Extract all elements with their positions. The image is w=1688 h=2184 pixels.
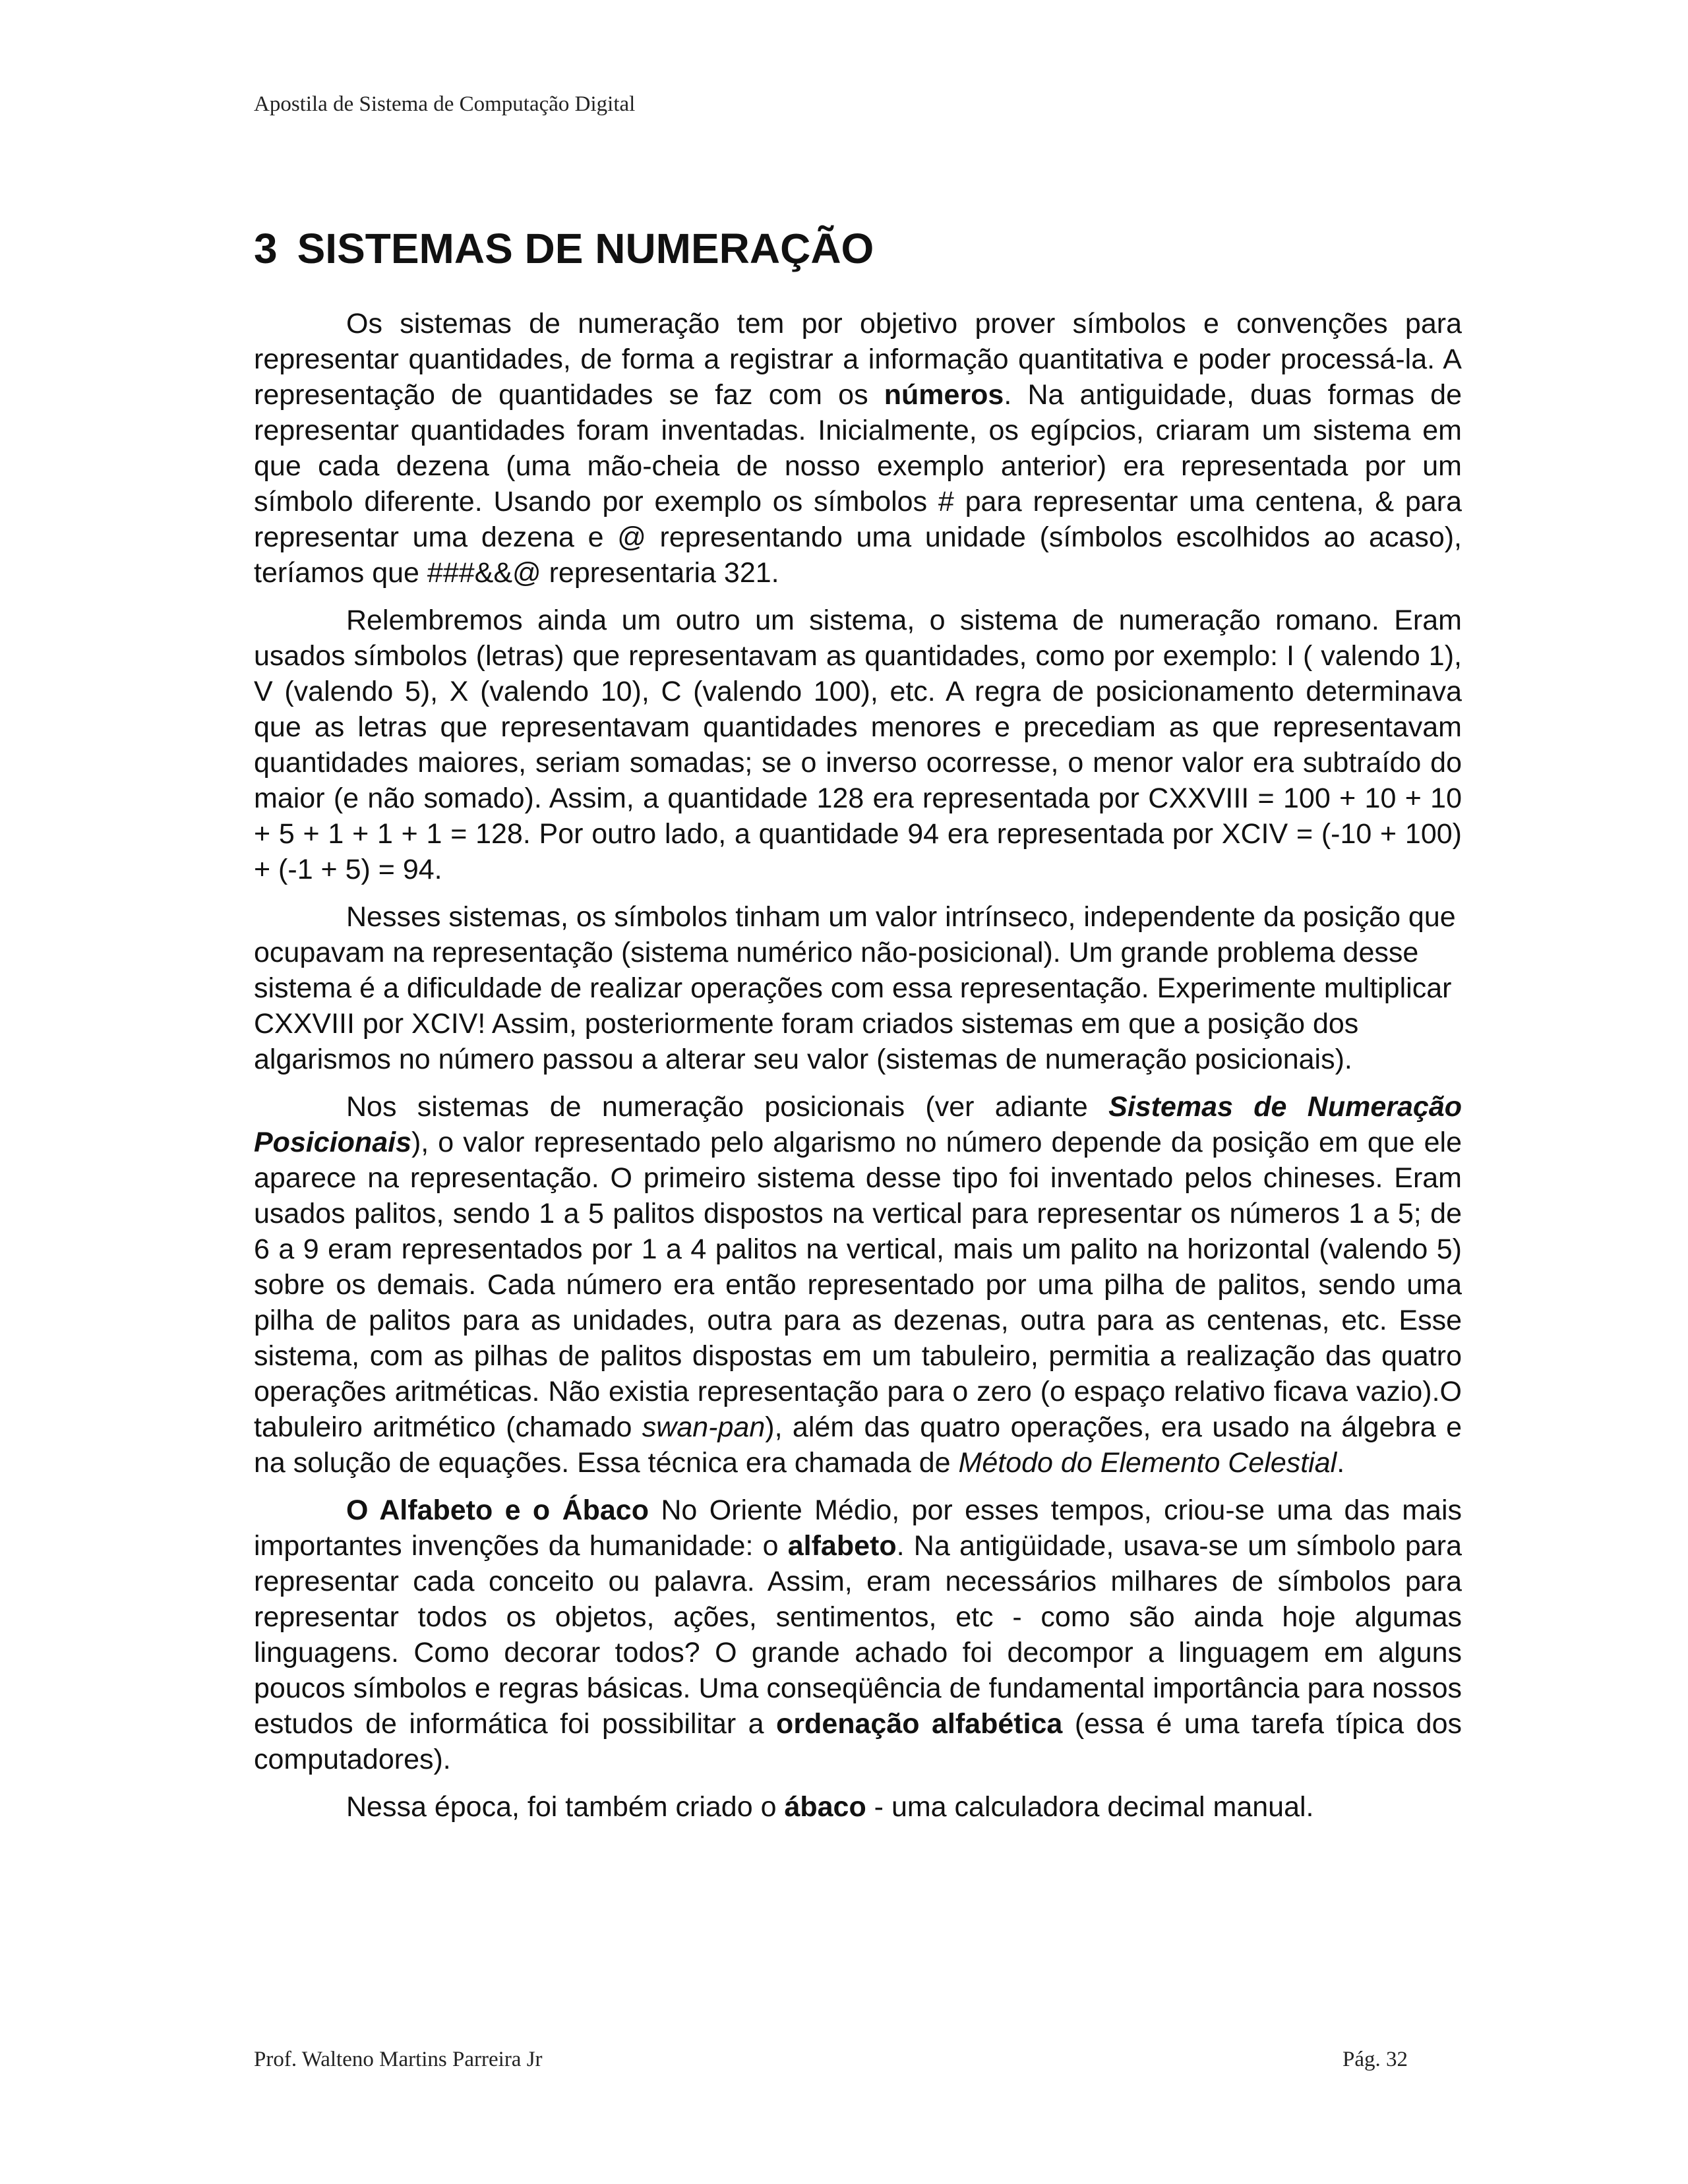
text-run: . Na antigüidade, usava-se um símbolo para representar cada conceito ou palavra. Assim, eram necessários milhares de símbolos para representar todos os objetos, ações, sentimentos, etc - como são ainda hoje algumas linguagens. Como decorar todos? O grande achado foi decompor a linguagem em alguns poucos símbolos e regras básicas. Uma conseqüência de fundamental importância para nossos estudos de informática foi possibilitar a xyxy=(254,1530,1462,1740)
bold-term: alfabeto xyxy=(787,1530,897,1562)
cross-reference: Sistemas de Numeração Posicionais xyxy=(254,1091,1462,1158)
paragraph-3 xyxy=(254,899,1462,1077)
text-run: Os sistemas de numeração tem por objetivo prover símbolos e convenções para representar quantidades, de forma a registrar a informação quantitativa e poder processá-la. A representação de quantidades se faz com os xyxy=(254,308,1462,411)
text-run: - uma calculadora decimal manual. xyxy=(866,1791,1314,1823)
bold-term: ábaco xyxy=(784,1791,866,1823)
section-lead-in: O Alfabeto e o Ábaco xyxy=(346,1494,649,1526)
text-run: Nessa época, foi também criado o xyxy=(346,1791,785,1823)
page-number: Pág. 32 xyxy=(1342,2048,1408,2071)
footer-author: Prof. Walteno Martins Parreira Jr xyxy=(254,2048,543,2071)
bold-term: ordenação alfabética xyxy=(776,1708,1063,1740)
chapter-title xyxy=(254,224,874,273)
text-run: Nesses sistemas, os símbolos tinham um valor intrínseco, independente da posição que ocupavam na representação (sistema numérico não-posicional). Um grande problema desse sistema é a dificuldade de realizar operações com essa representação. Experimente multiplicar CXXVIII por XCIV! Assim, posteriormente foram criados sistemas em que a posição dos algarismos no número passou a alterar seu valor (sistemas de numeração posicionais). xyxy=(254,901,1456,1075)
body-text xyxy=(254,306,1462,1837)
text-run: No Oriente Médio, por esses tempos, criou-se uma das mais importantes invenções da humanidade: o xyxy=(254,1494,1462,1562)
text-run: ), além das quatro operações, era usado na álgebra e na solução de equações. Essa técnica era chamada de xyxy=(254,1411,1462,1479)
italic-term: Método do Elemento Celestial xyxy=(958,1447,1337,1479)
text-run: . Na antiguidade, duas formas de representar quantidades foram inventadas. Inicialmente, os egípcios, criaram um sistema em que cada dezena (uma mão-cheia de nosso exemplo anterior) era representada por um símbolo diferente. Usando por exemplo os símbolos # para representar uma centena, & para representar uma dezena e @ representando uma unidade (símbolos escolhidos ao acaso), teríamos que ###&&@ representaria 321. xyxy=(254,379,1462,589)
paragraph-6 xyxy=(254,1789,1462,1825)
paragraph-4 xyxy=(254,1089,1462,1481)
paragraph-2 xyxy=(254,603,1462,887)
chapter-title-text: SISTEMAS DE NUMERAÇÃO xyxy=(297,225,874,272)
paragraph-1 xyxy=(254,306,1462,591)
italic-term: swan-pan xyxy=(642,1411,766,1443)
text-run: . xyxy=(1337,1447,1345,1479)
chapter-number: 3 xyxy=(254,225,278,272)
text-run: ), o valor representado pelo algarismo no número depende da posição em que ele aparece na representação. O primeiro sistema desse tipo foi inventado pelos chineses. Eram usados palitos, sendo 1 a 5 palitos dispostos na vertical para representar os números 1 a 5; de 6 a 9 eram representados por 1 a 4 palitos na vertical, mais um palito na horizontal (valendo 5) sobre os demais. Cada número era então representado por uma pilha de palitos, sendo uma pilha de palitos para as unidades, outra para as dezenas, outra para as centenas, etc. Esse sistema, com as pilhas de palitos dispostas em um tabuleiro, permitia a realização das quatro operações aritméticas. Não existia representação para o zero (o espaço relativo ficava vazio).O tabuleiro aritmético (chamado xyxy=(254,1127,1462,1443)
text-run: Relembremos ainda um outro um sistema, o sistema de numeração romano. Eram usados símbolos (letras) que representavam as quantidades, como por exemplo: I ( valendo 1), V (valendo 5), X (valendo 10), C (valendo 100), etc. A regra de posicionamento determinava que as letras que representavam quantidades menores e precediam as que representavam quantidades maiores, seriam somadas; se o inverso ocorresse, o menor valor era subtraído do maior (e não somado). Assim, a quantidade 128 era representada por CXXVIII = 100 + 10 + 10 + 5 + 1 + 1 + 1 = 128. Por outro lado, a quantidade 94 era representada por XCIV = (-10 + 100) + (-1 + 5) = 94. xyxy=(254,605,1462,885)
text-run: Nos sistemas de numeração posicionais (ver adiante xyxy=(346,1091,1109,1123)
running-header: Apostila de Sistema de Computação Digital xyxy=(254,92,636,116)
bold-term: números xyxy=(884,379,1004,411)
paragraph-5 xyxy=(254,1492,1462,1777)
text-run: (essa é uma tarefa típica dos computadores). xyxy=(254,1708,1462,1775)
